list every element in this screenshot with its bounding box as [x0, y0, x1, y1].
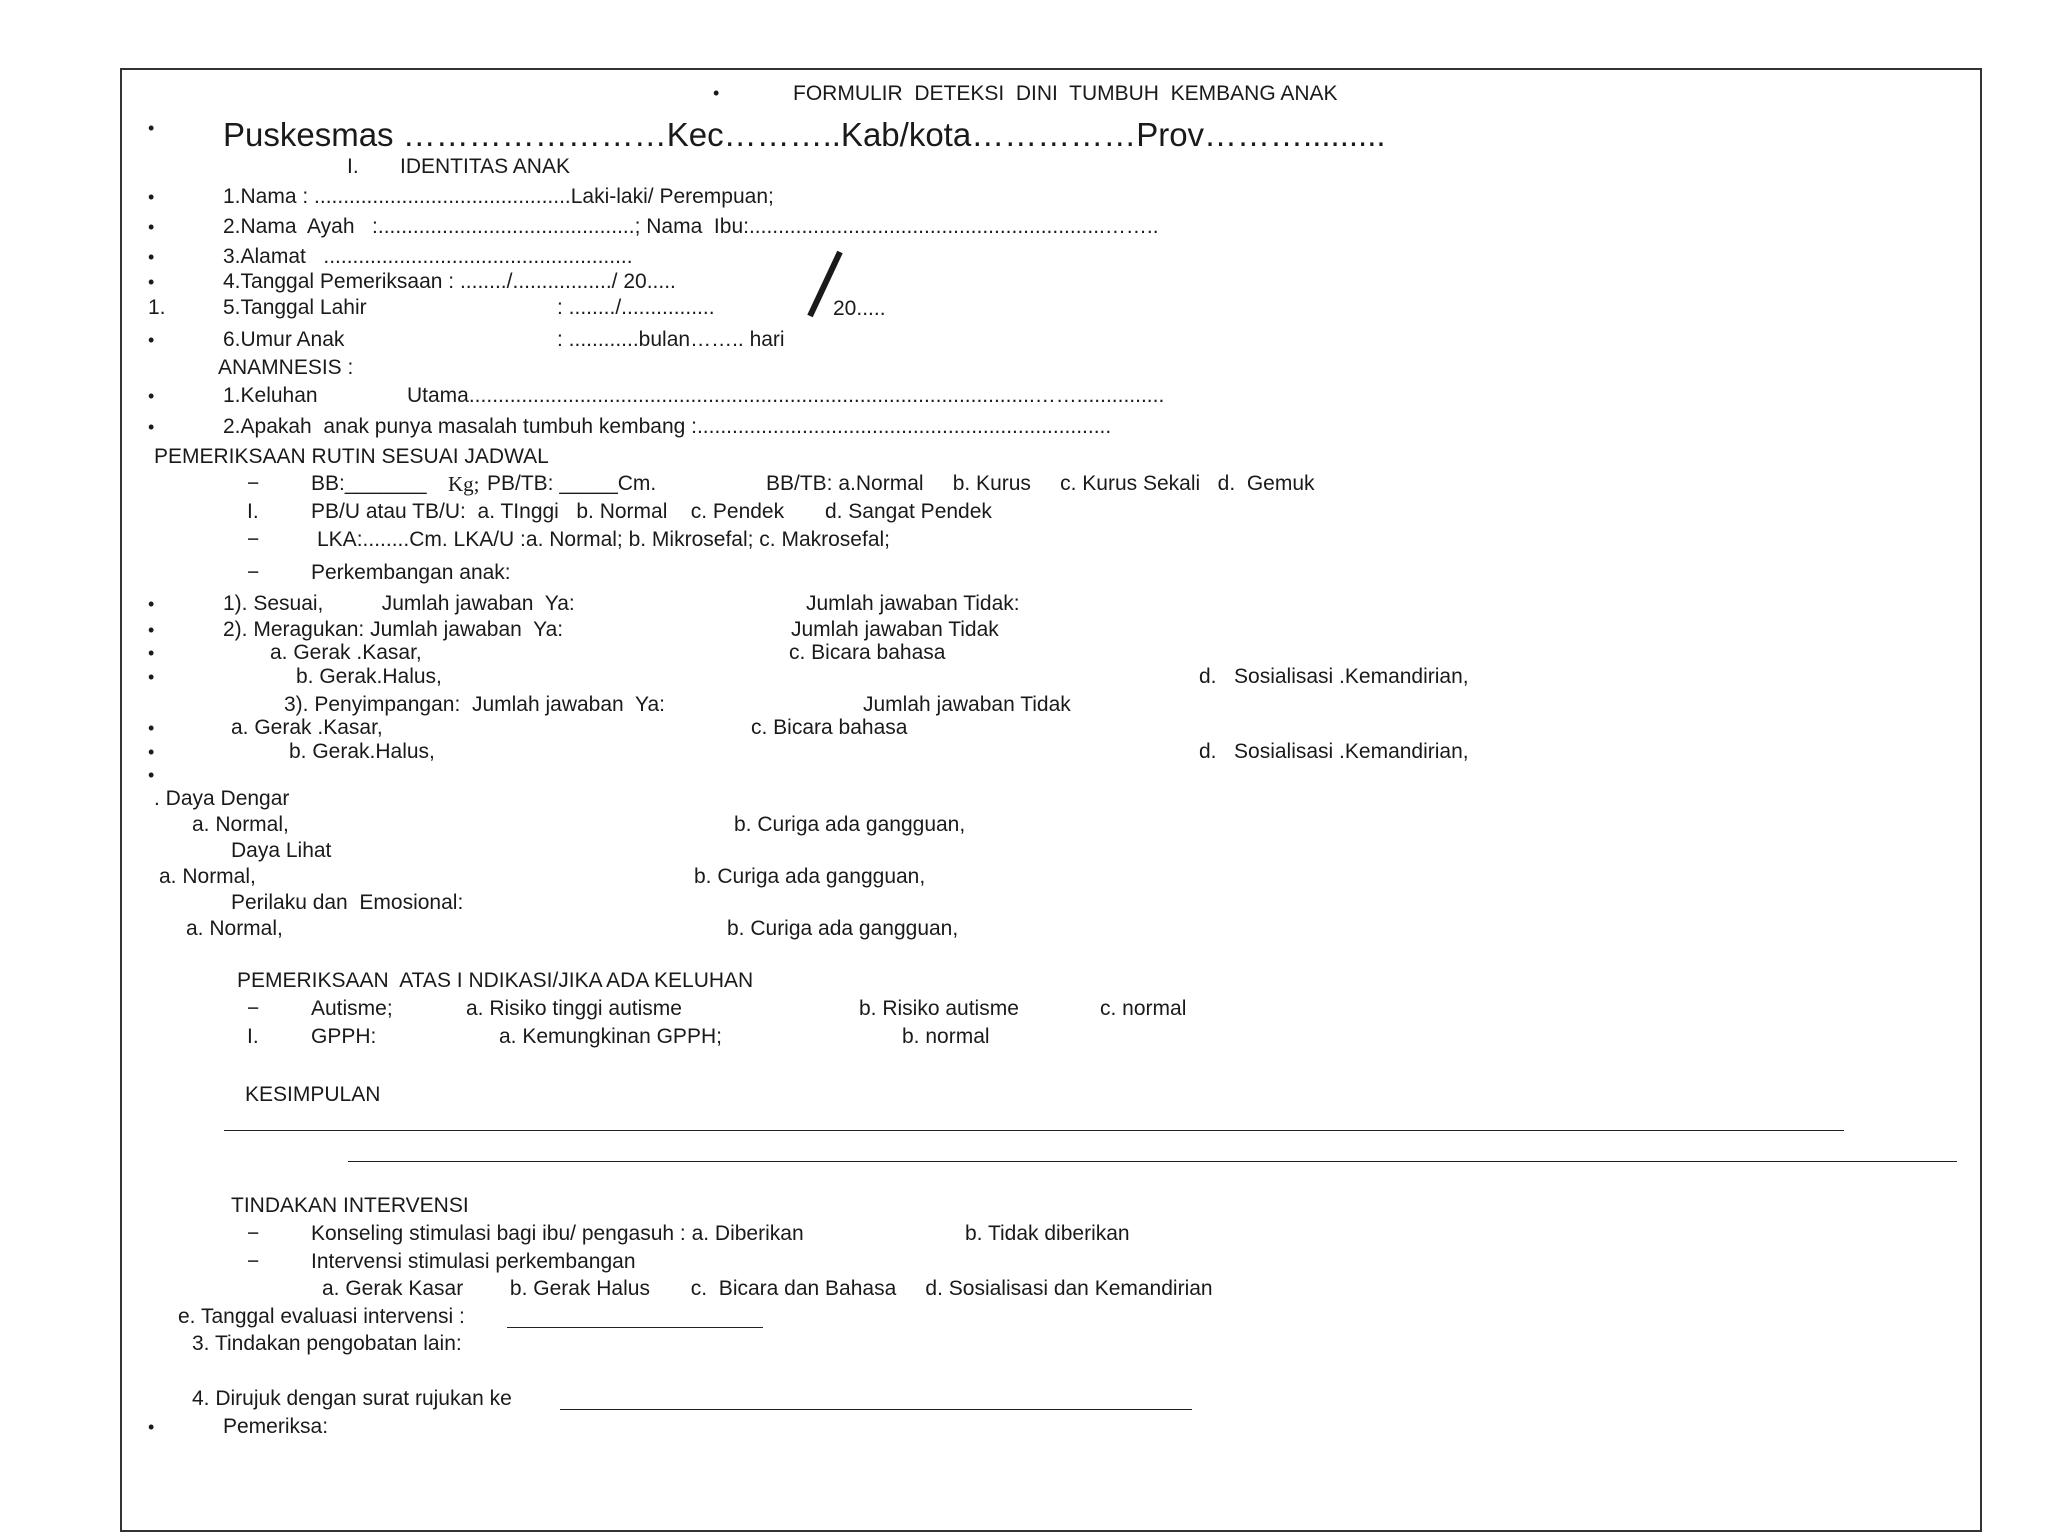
bullet: •: [148, 330, 155, 350]
perkembangan-label: Perkembangan anak:: [311, 561, 511, 584]
konseling-option-a: Konseling stimulasi bagi ibu/ pengasuh : a. Diberikan: [311, 1222, 804, 1245]
meragukan-sosialisasi: d. Sosialisasi .Kemandirian,: [1199, 665, 1469, 688]
rujukan-label: 4. Dirujuk dengan surat rujukan ke: [192, 1387, 512, 1410]
bullet: •: [148, 272, 155, 292]
penyimpangan-gerak-kasar: a. Gerak .Kasar,: [231, 716, 383, 739]
dash-marker: −: [247, 528, 260, 551]
penyimpangan-bicara-bahasa: c. Bicara bahasa: [751, 716, 908, 739]
tanggal-lahir-year: 20.....: [833, 297, 886, 320]
alamat-field: 3.Alamat .....................................................: [223, 245, 633, 268]
meragukan-gerak-kasar: a. Gerak .Kasar,: [270, 641, 422, 664]
kesimpulan-line-2: [348, 1161, 1957, 1162]
perilaku-gangguan: b. Curiga ada gangguan,: [727, 917, 959, 940]
bullet: •: [148, 594, 155, 614]
meragukan-tidak-field: Jumlah jawaban Tidak: [791, 618, 999, 641]
stimulasi-label: Intervensi stimulasi perkembangan: [311, 1250, 636, 1273]
autisme-label: Autisme;: [311, 997, 393, 1020]
anamnesis-heading: ANAMNESIS :: [218, 356, 354, 379]
bullet: •: [148, 742, 155, 762]
bullet: •: [148, 217, 155, 237]
evaluasi-label: e. Tanggal evaluasi intervensi :: [178, 1305, 465, 1328]
roman-marker: I.: [247, 500, 259, 523]
section-number: I.: [347, 155, 359, 178]
penyimpangan-gerak-halus: b. Gerak.Halus,: [289, 740, 435, 763]
penyimpangan-field: 3). Penyimpangan: Jumlah jawaban Ya:: [284, 693, 665, 716]
meragukan-bicara-bahasa: c. Bicara bahasa: [789, 641, 946, 664]
umur-label: 6.Umur Anak: [223, 328, 345, 351]
bb-unit: Kg;: [448, 472, 480, 496]
bullet: •: [148, 247, 155, 267]
intervensi-heading: TINDAKAN INTERVENSI: [231, 1194, 469, 1217]
autisme-option-b: b. Risiko autisme: [859, 997, 1019, 1020]
daya-lihat-normal: a. Normal,: [159, 865, 256, 888]
bullet: •: [148, 1417, 155, 1437]
keluhan-label: 1.Keluhan: [223, 384, 318, 407]
meragukan-field: 2). Meragukan: Jumlah jawaban Ya:: [223, 618, 564, 641]
bullet: •: [148, 187, 155, 207]
bullet: •: [148, 765, 155, 785]
bullet: •: [148, 718, 155, 738]
daya-lihat-label: Daya Lihat: [231, 839, 332, 862]
roman-marker: I.: [247, 1025, 259, 1048]
umur-value: : ............bulan…….. hari: [557, 328, 785, 351]
daya-dengar-normal: a. Normal,: [192, 813, 289, 836]
keluhan-utama-field: Utama.................................................................................................……...............: [407, 384, 1165, 407]
pengobatan-label: 3. Tindakan pengobatan lain:: [192, 1332, 462, 1355]
gpph-label: GPPH:: [311, 1025, 377, 1048]
indikasi-heading: PEMERIKSAAN ATAS I NDIKASI/JIKA ADA KELUHAN: [237, 969, 754, 992]
tanggal-lahir-value: : ......../................: [557, 296, 715, 319]
tanggal-lahir-label: 5.Tanggal Lahir: [223, 296, 367, 319]
stimulasi-options: a. Gerak Kasar b. Gerak Halus c. Bicara dan Bahasa d. Sosialisasi dan Kemandirian: [322, 1277, 1213, 1300]
dash-marker: −: [247, 561, 260, 584]
puskesmas-header: Puskesmas ……………………Kec………..Kab/kota……………Prov……….........: [223, 116, 1386, 153]
masalah-tumbuh-kembang-field: 2.Apakah anak punya masalah tumbuh kembang :.......................................................................: [223, 415, 1112, 438]
autisme-option-c: c. normal: [1100, 997, 1187, 1020]
nama-field: 1.Nama : ............................................Laki-laki/ Perempuan;: [223, 185, 774, 208]
bbtb-options: BB/TB: a.Normal b. Kurus c. Kurus Sekali d. Gemuk: [766, 472, 1315, 495]
tanggal-pemeriksaan-field: 4.Tanggal Pemeriksaan : ......../................./ 20.....: [223, 270, 676, 293]
pemeriksaan-rutin-heading: PEMERIKSAAN RUTIN SESUAI JADWAL: [154, 445, 549, 468]
sesuai-field: 1). Sesuai, Jumlah jawaban Ya:: [223, 592, 575, 615]
penyimpangan-sosialisasi: d. Sosialisasi .Kemandirian,: [1199, 740, 1469, 763]
kesimpulan-heading: KESIMPULAN: [245, 1083, 381, 1106]
evaluasi-date-line: [507, 1327, 763, 1328]
dash-marker: −: [247, 472, 260, 495]
daya-dengar-gangguan: b. Curiga ada gangguan,: [734, 813, 966, 836]
sesuai-tidak-field: Jumlah jawaban Tidak:: [806, 592, 1020, 615]
form-title: FORMULIR DETEKSI DINI TUMBUH KEMBANG ANAK: [793, 82, 1338, 105]
bullet: •: [148, 667, 155, 687]
pbtb-field: PB/TB: _____Cm.: [487, 472, 657, 495]
dash-marker: −: [247, 1250, 260, 1273]
perilaku-label: Perilaku dan Emosional:: [231, 891, 464, 914]
meragukan-gerak-halus: b. Gerak.Halus,: [296, 665, 442, 688]
kesimpulan-line-1: [224, 1130, 1844, 1131]
pemeriksa-label: Pemeriksa:: [223, 1415, 329, 1438]
lka-field: LKA:........Cm. LKA/U :a. Normal; b. Mikrosefal; c. Makrosefal;: [317, 528, 890, 551]
bb-field: BB:_______: [311, 472, 427, 495]
dash-marker: −: [247, 997, 260, 1020]
gpph-option-b: b. normal: [902, 1025, 990, 1048]
gpph-option-a: a. Kemungkinan GPPH;: [499, 1025, 722, 1048]
bullet: •: [148, 386, 155, 406]
rujukan-line: [560, 1409, 1192, 1410]
penyimpangan-tidak-field: Jumlah jawaban Tidak: [863, 693, 1071, 716]
list-number: 1.: [148, 296, 166, 319]
bullet: •: [713, 83, 720, 103]
bullet: •: [148, 417, 155, 437]
dash-marker: −: [247, 1222, 260, 1245]
daya-dengar-label: . Daya Dengar: [154, 787, 290, 810]
daya-lihat-gangguan: b. Curiga ada gangguan,: [694, 865, 926, 888]
perilaku-normal: a. Normal,: [186, 917, 283, 940]
bullet: •: [148, 118, 155, 138]
autisme-option-a: a. Risiko tinggi autisme: [466, 997, 682, 1020]
nama-ortu-field: 2.Nama Ayah :............................................; Nama Ibu:.............................................................……..: [223, 215, 1159, 238]
identitas-heading: IDENTITAS ANAK: [400, 155, 570, 178]
konseling-option-b: b. Tidak diberikan: [965, 1222, 1130, 1245]
bullet: •: [148, 643, 155, 663]
pbu-options: PB/U atau TB/U: a. TInggi b. Normal c. Pendek d. Sangat Pendek: [311, 500, 992, 523]
bullet: •: [148, 620, 155, 640]
